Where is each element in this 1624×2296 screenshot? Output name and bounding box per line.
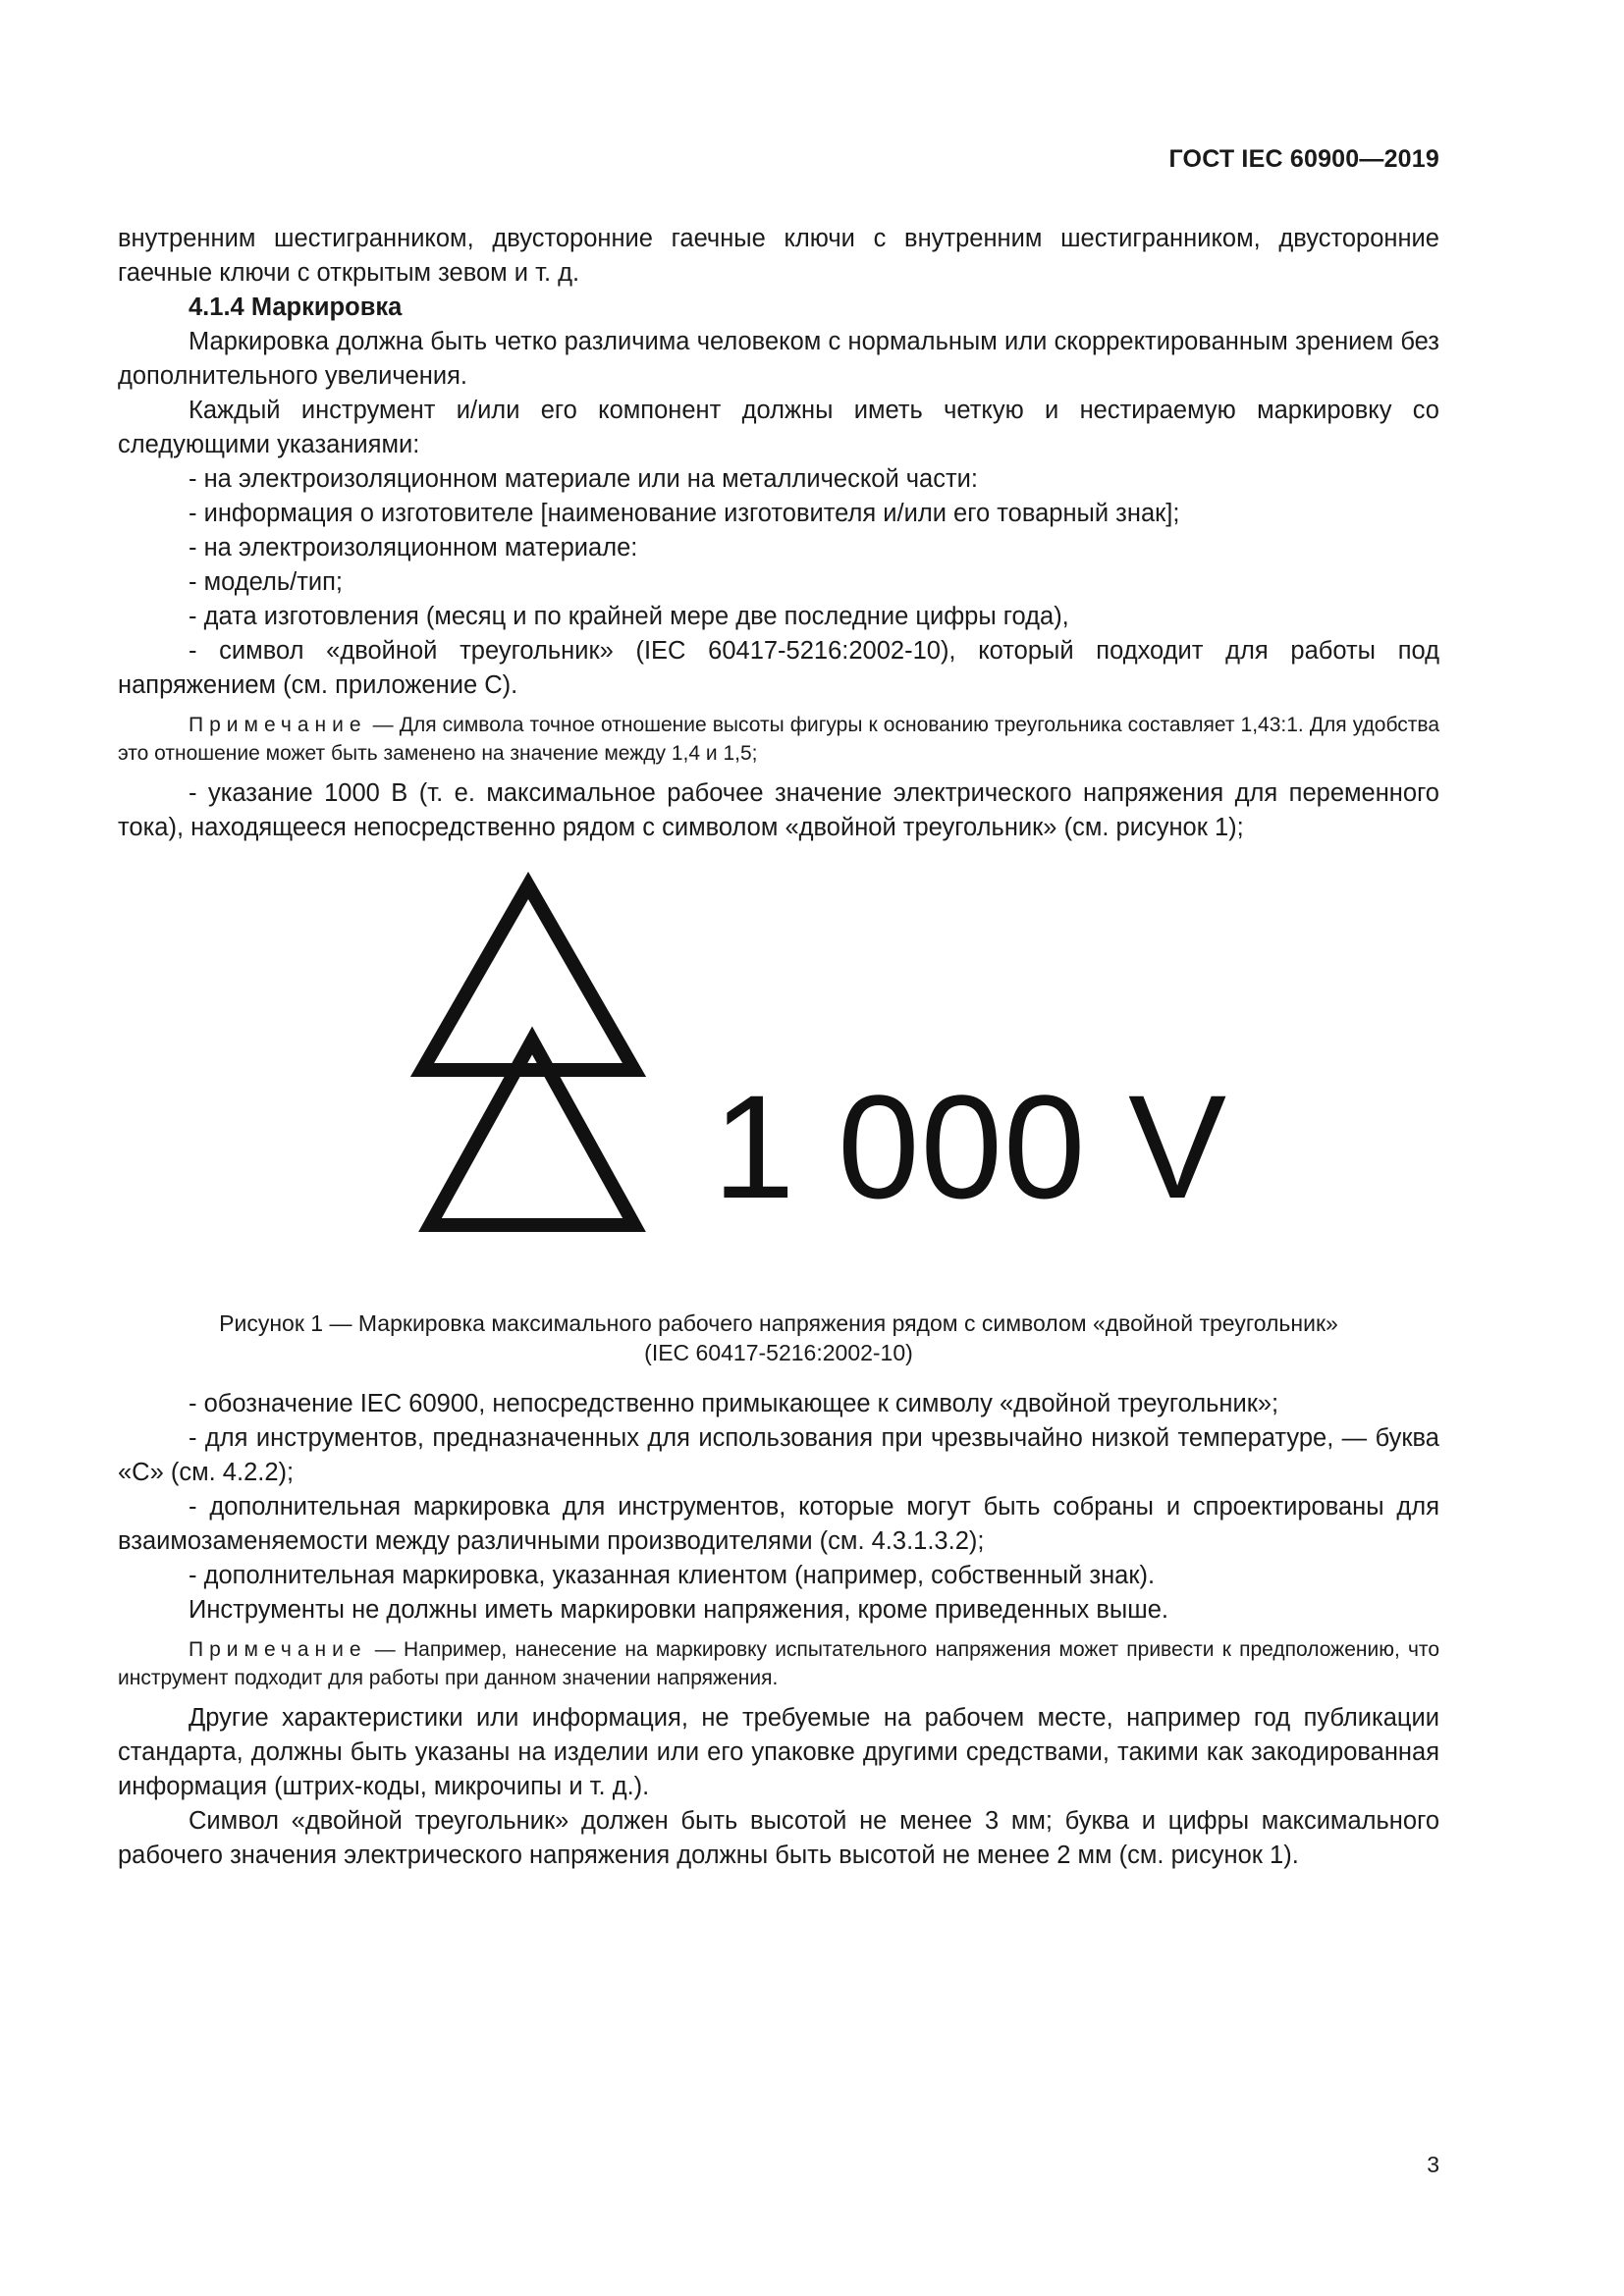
- note-block: [118, 711, 1439, 768]
- voltage-label: 1 000 V: [713, 1064, 1228, 1229]
- note-text: — Например, нанесение на маркировку испытательного напряжения может привести к предположению, что инструмент подходит для работы при данном значении напряжения.: [118, 1638, 1439, 1689]
- list-item: - обозначение IEC 60900, непосредственно примыкающее к символу «двойной треугольник»;: [189, 1390, 1279, 1417]
- figure-caption: [118, 1308, 1439, 1367]
- list-item: - для инструментов, предназначенных для использования при чрезвычайно низкой температуре, — буква «С» (см. 4.2.2);: [118, 1424, 1439, 1486]
- note-text: — Для символа точное отношение высоты фигуры к основанию треугольника составляет 1,43:1. Для удобства это отношение может быть заменено на значение между 1,4 и 1,5;: [118, 714, 1439, 765]
- note-label: Примечание: [189, 1638, 367, 1661]
- list-item: - модель/тип;: [189, 568, 344, 596]
- list-item: - дата изготовления (месяц и по крайней мере две последние цифры года),: [189, 603, 1069, 630]
- section-heading: [118, 291, 1439, 325]
- paragraph-other-info: Другие характеристики или информация, не требуемые на рабочем месте, например год публикации стандарта, должны быть указаны на изделии или его упаковке другими средствами, такими как закодированная информация (штрих-коды, микрочипы и т. д.).: [118, 1704, 1439, 1800]
- page-content: [118, 222, 1439, 1873]
- section-number: 4.1.4: [189, 294, 244, 321]
- figure-caption-line: (IEC 60417-5216:2002-10): [644, 1340, 913, 1365]
- paragraph-marking-requirements: Каждый инструмент и/или его компонент должны иметь четкую и нестираемую маркировку со следующими указаниями:: [118, 397, 1439, 458]
- section-title: Маркировка: [250, 294, 403, 321]
- list-item: - дополнительная маркировка, указанная клиентом (например, собственный знак).: [189, 1562, 1156, 1589]
- list-item: - информация о изготовителе [наименование изготовителя и/или его товарный знак];: [189, 500, 1180, 527]
- list-item: - символ «двойной треугольник» (IEC 60417-5216:2002-10), который подходит для работы под напряжением (см. приложение С).: [118, 637, 1439, 699]
- note-label: Примечание: [189, 714, 367, 736]
- document-standard-header: ГОСТ IEC 60900—2019: [1168, 145, 1439, 173]
- paragraph-continuation: внутренним шестигранником, двусторонние гаечные ключи с внутренним шестигранником, двусторонние гаечные ключи с открытым зевом и т. д.: [118, 225, 1439, 287]
- note-block: [118, 1635, 1439, 1692]
- paragraph-no-other-marking: Инструменты не должны иметь маркировки напряжения, кроме приведенных выше.: [189, 1596, 1168, 1624]
- list-item: - на электроизоляционном материале или на металлической части:: [189, 465, 978, 493]
- paragraph-symbol-size: Символ «двойной треугольник» должен быть высотой не менее 3 мм; буква и цифры максимального рабочего значения электрического напряжения должны быть высотой не менее 2 мм (см. рисунок 1).: [118, 1807, 1439, 1869]
- list-item: - дополнительная маркировка для инструментов, которые могут быть собраны и спроектированы для взаимозаменяемости между различными производителями (см. 4.3.1.3.2);: [118, 1493, 1439, 1555]
- paragraph-marking-visibility: Маркировка должна быть четко различима человеком с нормальным или скорректированным зрением без дополнительного увеличения.: [118, 328, 1439, 390]
- list-item: - на электроизоляционном материале:: [189, 534, 638, 561]
- page-number: 3: [1427, 2152, 1439, 2177]
- figure-1: [118, 867, 1439, 1308]
- paragraph-voltage-marking: - указание 1000 В (т. е. максимальное рабочее значение электрического напряжения для переменного тока), находящееся непосредственно рядом с символом «двойной треугольник» (см. рисунок 1);: [118, 779, 1439, 841]
- double-triangle-icon: [403, 867, 697, 1289]
- figure-caption-line: Рисунок 1 — Маркировка максимального рабочего напряжения рядом с символом «двойной треугольник»: [219, 1310, 1338, 1336]
